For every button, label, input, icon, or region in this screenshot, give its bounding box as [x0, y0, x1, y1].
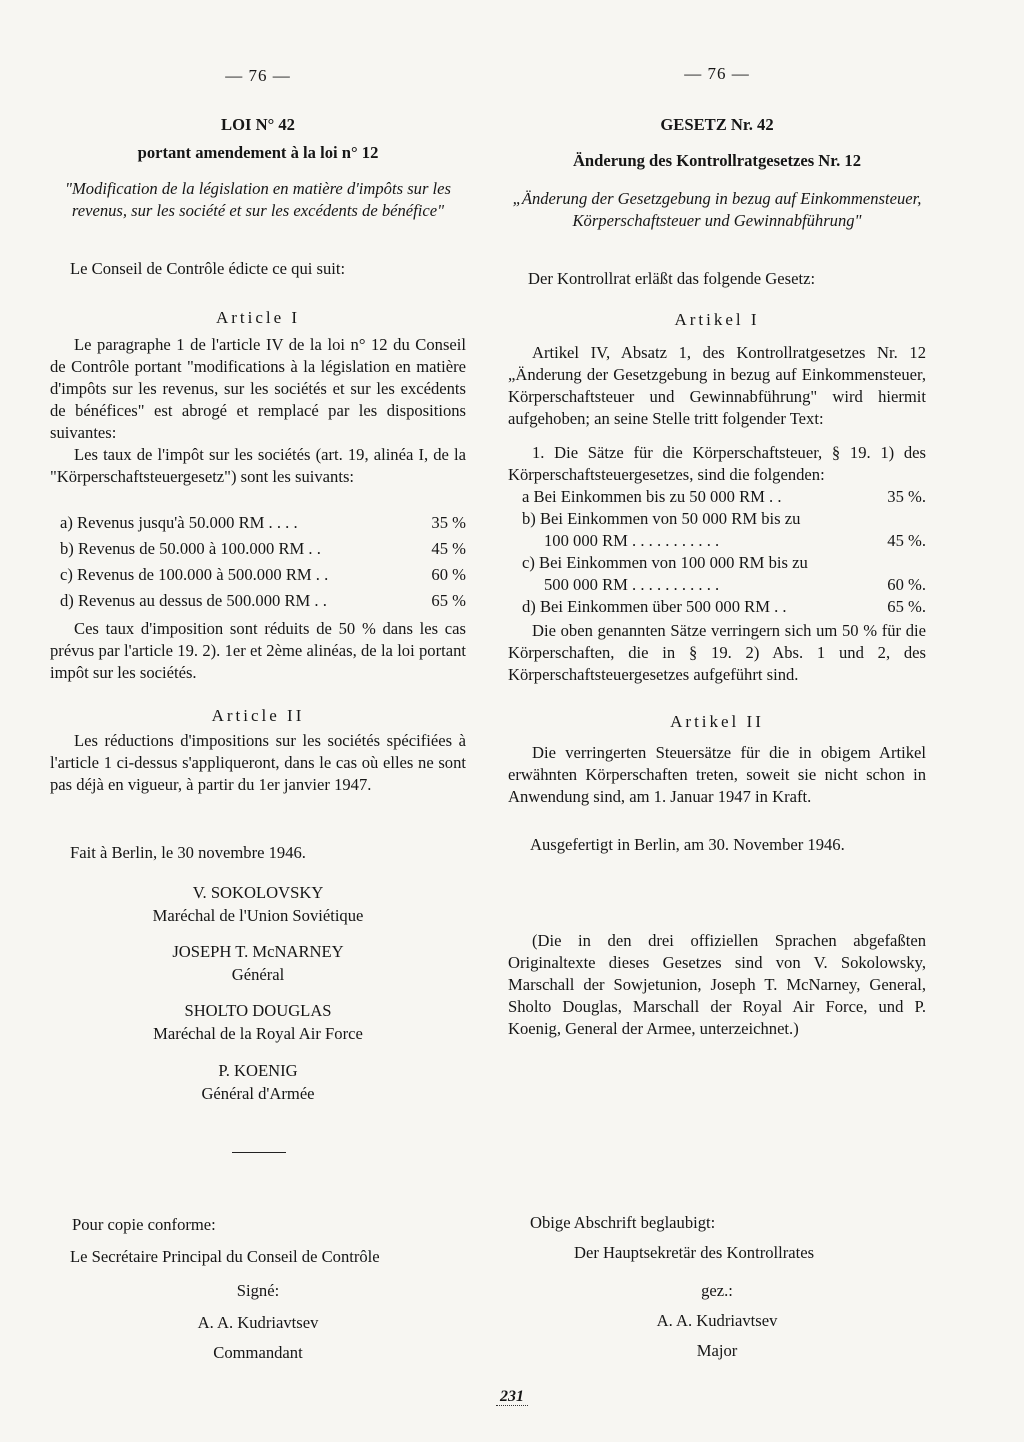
done-at: Ausgefertigt in Berlin, am 30. November 1946. [530, 835, 845, 854]
rate-label: c) Revenus de 100.000 à 500.000 RM . . [60, 565, 329, 584]
rate-label: 500 000 RM . . . . . . . . . . . [544, 575, 720, 594]
rate-row [60, 590, 466, 616]
rate-value: 60 % [431, 565, 466, 584]
divider-rule [232, 1152, 286, 1153]
rate-label: b) Revenus de 50.000 à 100.000 RM . . [60, 539, 321, 558]
rate-label: c) Bei Einkommen von 100 000 RM bis zu [522, 553, 808, 572]
intro-text: Der Kontrollrat erläßt das folgende Gesetz: [528, 269, 816, 288]
rate-value: 60 %. [887, 575, 926, 594]
article-heading: Article I [215, 308, 301, 327]
done-at: Fait à Berlin, le 30 novembre 1946. [70, 843, 306, 862]
rates-list [60, 512, 466, 616]
page-number: — 76 — [684, 64, 750, 83]
article-paragraph: Les taux de l'impôt sur les sociétés (art. 19, alinéa I, de la "Körperschaftsteuergesetz") sont les suivants: [50, 445, 466, 486]
signer-rank: Commandant [213, 1343, 303, 1362]
law-title: GESETZ Nr. 42 [660, 115, 774, 134]
rate-row [60, 564, 466, 590]
secretary-line: Le Secrétaire Principal du Conseil de Contrôle [70, 1247, 380, 1266]
secretary-line: Der Hauptsekretär des Kontrollrates [574, 1243, 815, 1262]
rate-label: 100 000 RM . . . . . . . . . . . [544, 531, 720, 550]
rate-row [522, 596, 926, 618]
footer-page-text: 231 [496, 1388, 528, 1406]
law-quote: „Änderung der Gesetzgebung in bezug auf Einkommensteuer, Körperschaftsteuer und Gewinnabführung" [512, 189, 922, 230]
article-paragraph: Le paragraphe 1 de l'article IV de la loi n° 12 du Conseil de Contrôle portant "modifications à la législation en matière d'impôts sur les revenus, sur les sociétés et sur les excédents de bénéfices" est abrogé et remplacé par les dispositions suivantes: [50, 335, 466, 442]
rate-value: 35 %. [887, 487, 926, 506]
signatory-name: SHOLTO DOUGLAS [184, 1001, 332, 1020]
rate-label: a) Revenus jusqu'à 50.000 RM . . . . [60, 513, 298, 532]
rates-list [522, 486, 926, 618]
law-subtitle: portant amendement à la loi n° 12 [137, 143, 379, 162]
signed-label: Signé: [236, 1281, 280, 1300]
signature-note: (Die in den drei offiziellen Sprachen abgefaßten Originaltexte dieses Gesetzes sind von V. Sokolowsky, Marschall der Sowjetunion, Joseph T. McNarney, General, Sholto Douglas, Marschall der Royal Air Force, und P. Koenig, General der Armee, unterzeichnet.) [508, 931, 926, 1038]
signer-name: A. A. Kudriavtsev [656, 1311, 778, 1330]
rate-value: 35 % [431, 513, 466, 532]
rate-label: a Bei Einkommen bis zu 50 000 RM . . [522, 487, 782, 506]
rate-label: b) Bei Einkommen von 50 000 RM bis zu [522, 509, 801, 528]
signatory-title: Général d'Armée [201, 1084, 315, 1103]
signatory-name: P. KOENIG [218, 1061, 298, 1080]
signatory-title: Général [231, 965, 285, 984]
article-paragraph: Die oben genannten Sätze verringern sich um 50 % für die Körperschaften, die in § 19. 2) Abs. 1 und 2, des Körperschaftsteuergesetzes aufgeführt sind. [508, 621, 926, 684]
footer-page-number [0, 1388, 1024, 1406]
rate-row [522, 574, 926, 596]
signatory-name: V. SOKOLOVSKY [192, 883, 324, 902]
page-number: — 76 — [225, 66, 291, 85]
rate-label: d) Bei Einkommen über 500 000 RM . . [522, 597, 787, 616]
article-paragraph: Artikel IV, Absatz 1, des Kontrollratgesetzes Nr. 12 „Änderung der Gesetzgebung in bezug auf Einkommensteuer, Körperschaftsteuer und Gewinnabführung" wird hiermit aufgehoben; an seine Stelle tritt folgender Text: [508, 343, 926, 428]
law-title: LOI N° 42 [221, 115, 295, 134]
article-paragraph: Die verringerten Steuersätze für die in obigem Artikel erwähnten Körperschaften treten, soweit sie nicht schon in Anwendung sind, am 1. Januar 1947 in Kraft. [508, 743, 926, 806]
rate-row [522, 530, 926, 552]
rate-row [60, 512, 466, 538]
signatory-name: JOSEPH T. McNARNEY [172, 942, 344, 961]
signed-label: gez.: [701, 1281, 733, 1300]
signatory-title: Maréchal de l'Union Soviétique [152, 906, 364, 925]
rate-value: 45 %. [887, 531, 926, 550]
article-heading: Article II [211, 706, 305, 725]
article-paragraph: Les réductions d'impositions sur les sociétés spécifiées à l'article 1 ci-dessus s'appliqueront, dans le cas où elles ne sont pas déjà en vigueur, à partir du 1er janvier 1947. [50, 731, 466, 794]
article-heading: Artikel I [674, 310, 760, 329]
signer-name: A. A. Kudriavtsev [197, 1313, 319, 1332]
rate-row [60, 538, 466, 564]
law-quote: "Modification de la législation en matière d'impôts sur les revenus, sur les société et sur les excédents de bénéfice" [65, 179, 451, 220]
article-paragraph: 1. Die Sätze für die Körperschaftsteuer, § 19. 1) des Körperschaftsteuergesetzes, sind die folgenden: [508, 443, 926, 484]
intro-text: Le Conseil de Contrôle édicte ce qui suit: [70, 259, 346, 278]
rate-row [522, 486, 926, 508]
rate-value: 65 % [431, 591, 466, 610]
copy-label: Obige Abschrift beglaubigt: [530, 1213, 716, 1232]
article-paragraph: Ces taux d'imposition sont réduits de 50 % dans les cas prévus par l'article 19. 2). 1er et 2ème alinéas, de la loi portant impôt sur les sociétés. [50, 619, 466, 682]
rate-value: 45 % [431, 539, 466, 558]
signatory-title: Maréchal de la Royal Air Force [153, 1024, 363, 1043]
copy-label: Pour copie conforme: [72, 1215, 216, 1234]
signer-rank: Major [696, 1341, 738, 1360]
article-heading: Artikel II [670, 712, 764, 731]
rate-label: d) Revenus au dessus de 500.000 RM . . [60, 591, 327, 610]
rate-value: 65 %. [887, 597, 926, 616]
law-subtitle: Änderung des Kontrollratgesetzes Nr. 12 [572, 151, 862, 170]
